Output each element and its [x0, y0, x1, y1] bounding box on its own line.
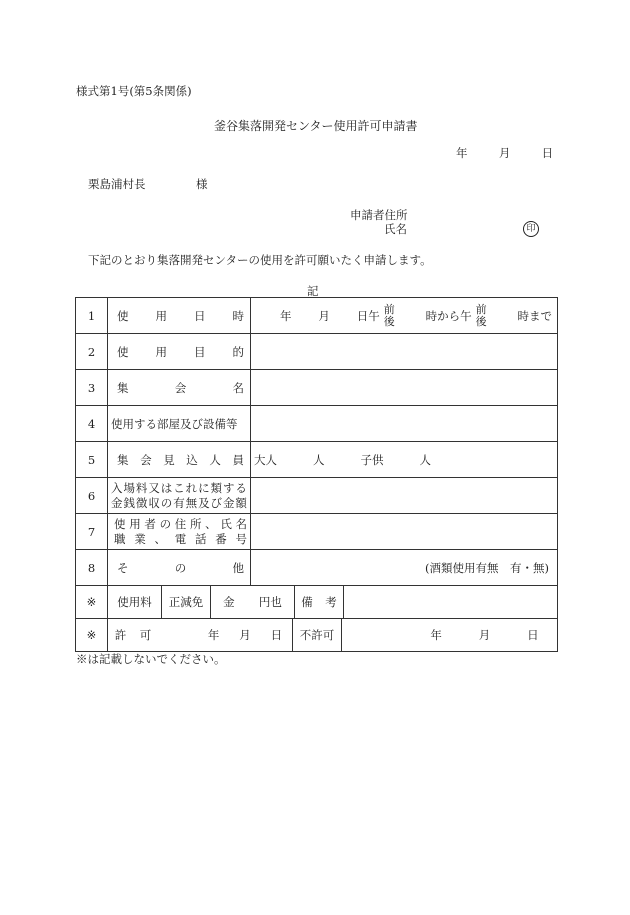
expected-attendance-label: 集 会 見 込 人 員 [108, 442, 251, 478]
date-year: 年 [456, 146, 468, 160]
permit-label: 許 可 [114, 628, 152, 642]
table-row [76, 298, 558, 334]
meeting-name-field[interactable] [251, 370, 558, 406]
usage-purpose-field[interactable] [251, 334, 558, 370]
other-label: そ の 他 [108, 550, 251, 586]
row-number: 5 [76, 442, 108, 478]
deny-date-field[interactable]: 年 月 日 [341, 619, 557, 651]
user-contact-label: 使 用 者 の 住 所 、 氏 名 職 業 、 電 話 番 号 [108, 514, 251, 550]
applicant-address-label: 申請者住所 [350, 208, 408, 222]
row-number: 6 [76, 478, 108, 514]
rooms-equipment-field[interactable] [251, 406, 558, 442]
applicant-name-label: 氏名 [384, 222, 407, 236]
other-field[interactable] [251, 550, 558, 586]
fee-amount-field[interactable]: 金 円也 [210, 586, 294, 618]
application-table [75, 297, 558, 652]
admission-fee-field[interactable] [251, 478, 558, 514]
seal-mark: 印 [523, 221, 539, 237]
date-day: 日 [541, 146, 554, 160]
table-row [76, 334, 558, 370]
permit-date-field[interactable]: 年 月 日 [207, 628, 283, 642]
row-number: 2 [76, 334, 108, 370]
honorific: 様 [196, 177, 208, 191]
exemption-label: 正減免 [161, 586, 210, 618]
addressee: 栗島浦村長 [88, 177, 146, 191]
row-number: 4 [76, 406, 108, 442]
deny-label: 不許可 [292, 619, 341, 651]
table-row [76, 406, 558, 442]
am-pm-choice[interactable]: 前 後 [475, 302, 487, 328]
row-number: 7 [76, 514, 108, 550]
table-row [76, 370, 558, 406]
ki-heading: 記 [307, 284, 319, 298]
table-row [76, 619, 558, 652]
remarks-label: 備 考 [294, 586, 343, 618]
table-row [76, 586, 558, 619]
alcohol-usage-note: (酒類使用有無 有・無) [425, 560, 549, 575]
fee-label: 使用料 [117, 595, 152, 609]
usage-datetime-field[interactable]: 年 月 日 午 前 後 時から 午 前 後 時まで [251, 298, 558, 334]
table-row [76, 478, 558, 514]
table-row [76, 514, 558, 550]
footnote: ※は記載しないでください。 [76, 652, 226, 666]
usage-datetime-label: 使 用 日 時 [108, 298, 251, 334]
request-text: 下記のとおり集落開発センターの使用を許可願いたく申請します。 [88, 253, 432, 267]
am-pm-choice[interactable]: 前 後 [383, 302, 395, 328]
office-use-mark: ※ [76, 619, 108, 652]
table-row [76, 550, 558, 586]
form-number: 様式第1号(第5条関係) [76, 84, 192, 98]
document-title: 釜谷集落開発センター使用許可申請書 [214, 119, 418, 133]
date-line [456, 145, 553, 161]
expected-attendance-field[interactable]: 大人 人 子供 人 [251, 442, 558, 478]
admission-fee-label: 入 場 料 又 は こ れ に 類 す る 金 銭 徴 収 の 有 無 及 び 金 額 [108, 478, 251, 514]
meeting-name-label: 集 会 名 [108, 370, 251, 406]
user-contact-field[interactable] [251, 514, 558, 550]
usage-purpose-label: 使 用 目 的 [108, 334, 251, 370]
row-number: 1 [76, 298, 108, 334]
row-number: 3 [76, 370, 108, 406]
remarks-field[interactable] [343, 586, 557, 618]
rooms-equipment-label: 使用する部屋及び設備等 [108, 406, 251, 442]
table-row [76, 442, 558, 478]
date-month: 月 [498, 146, 511, 160]
row-number: 8 [76, 550, 108, 586]
office-use-mark: ※ [76, 586, 108, 619]
